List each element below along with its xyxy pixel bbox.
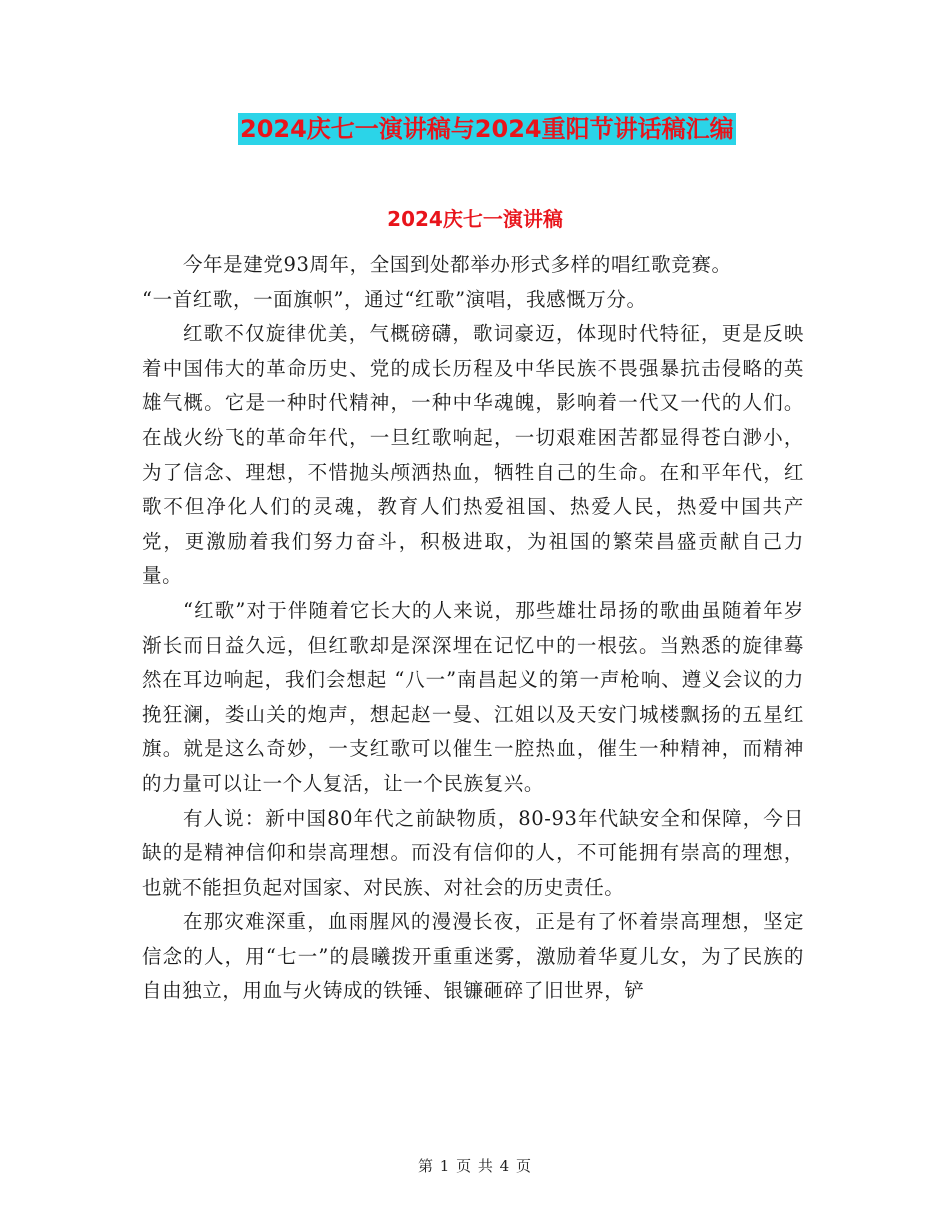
- section-title: 2024庆七一演讲稿: [387, 207, 563, 231]
- paragraph-4: “红歌”对于伴随着它长大的人来说，那些雄壮昂扬的歌曲虽随着年岁渐长而日益久远，但红歌却是深深埋在记忆中的一根弦。当熟悉的旋律蓦然在耳边响起，我们会想起 “八一”南昌起义的第一声枪响、遵义会议的力挽狂澜，娄山关的炮声，想起赵一曼、江姐以及天安门城楼飘扬的五星红旗。就是这么奇妙，一支红歌可以催生一腔热血，催生一种精神，而精神的力量可以让一个人复活，让一个民族复兴。: [142, 598, 804, 795]
- paragraph-2: “一首红歌，一面旗帜”，通过“红歌”演唱，我感慨万分。: [142, 287, 647, 311]
- paragraph-6: 在那灾难深重，血雨腥风的漫漫长夜，正是有了怀着崇高理想，坚定信念的人，用“七一”的晨曦拨开重重迷雾，激励着华夏儿女，为了民族的自由独立，用血与火铸成的铁锤、银镰砸碎了旧世界，铲: [142, 910, 804, 1003]
- main-title: 2024庆七一演讲稿与2024重阳节讲话稿汇编: [240, 115, 734, 143]
- paragraph-1: 今年是建党93周年，全国到处都举办形式多样的唱红歌竞赛。: [182, 253, 732, 276]
- paragraph-3: 红歌不仅旋律优美，气概磅礴，歌词豪迈，体现时代特征，更是反映着中国伟大的革命历史、党的成长历程及中华民族不畏强暴抗击侵略的英雄气概。它是一种时代精神，一种中华魂魄，影响着一代又一代的人们。在战火纷飞的革命年代，一旦红歌响起，一切艰难困苦都显得苍白渺小，为了信念、理想，不惜抛头颅洒热血，牺牲自己的生命。在和平年代，红歌不但净化人们的灵魂，教育人们热爱祖国、热爱人民，热爱中国共产党，更激励着我们努力奋斗，积极进取，为祖国的繁荣昌盛贡献自己力量。: [142, 322, 804, 588]
- page-footer: 第 1 页 共 4 页: [418, 1157, 532, 1175]
- body-text: [142, 248, 804, 1009]
- paragraph-5: 有人说：新中国80年代之前缺物质，80-93年代缺安全和保障，今日缺的是精神信仰和崇高理想。而没有信仰的人，不可能拥有崇高的理想，也就不能担负起对国家、对民族、对社会的历史责任。: [142, 806, 804, 899]
